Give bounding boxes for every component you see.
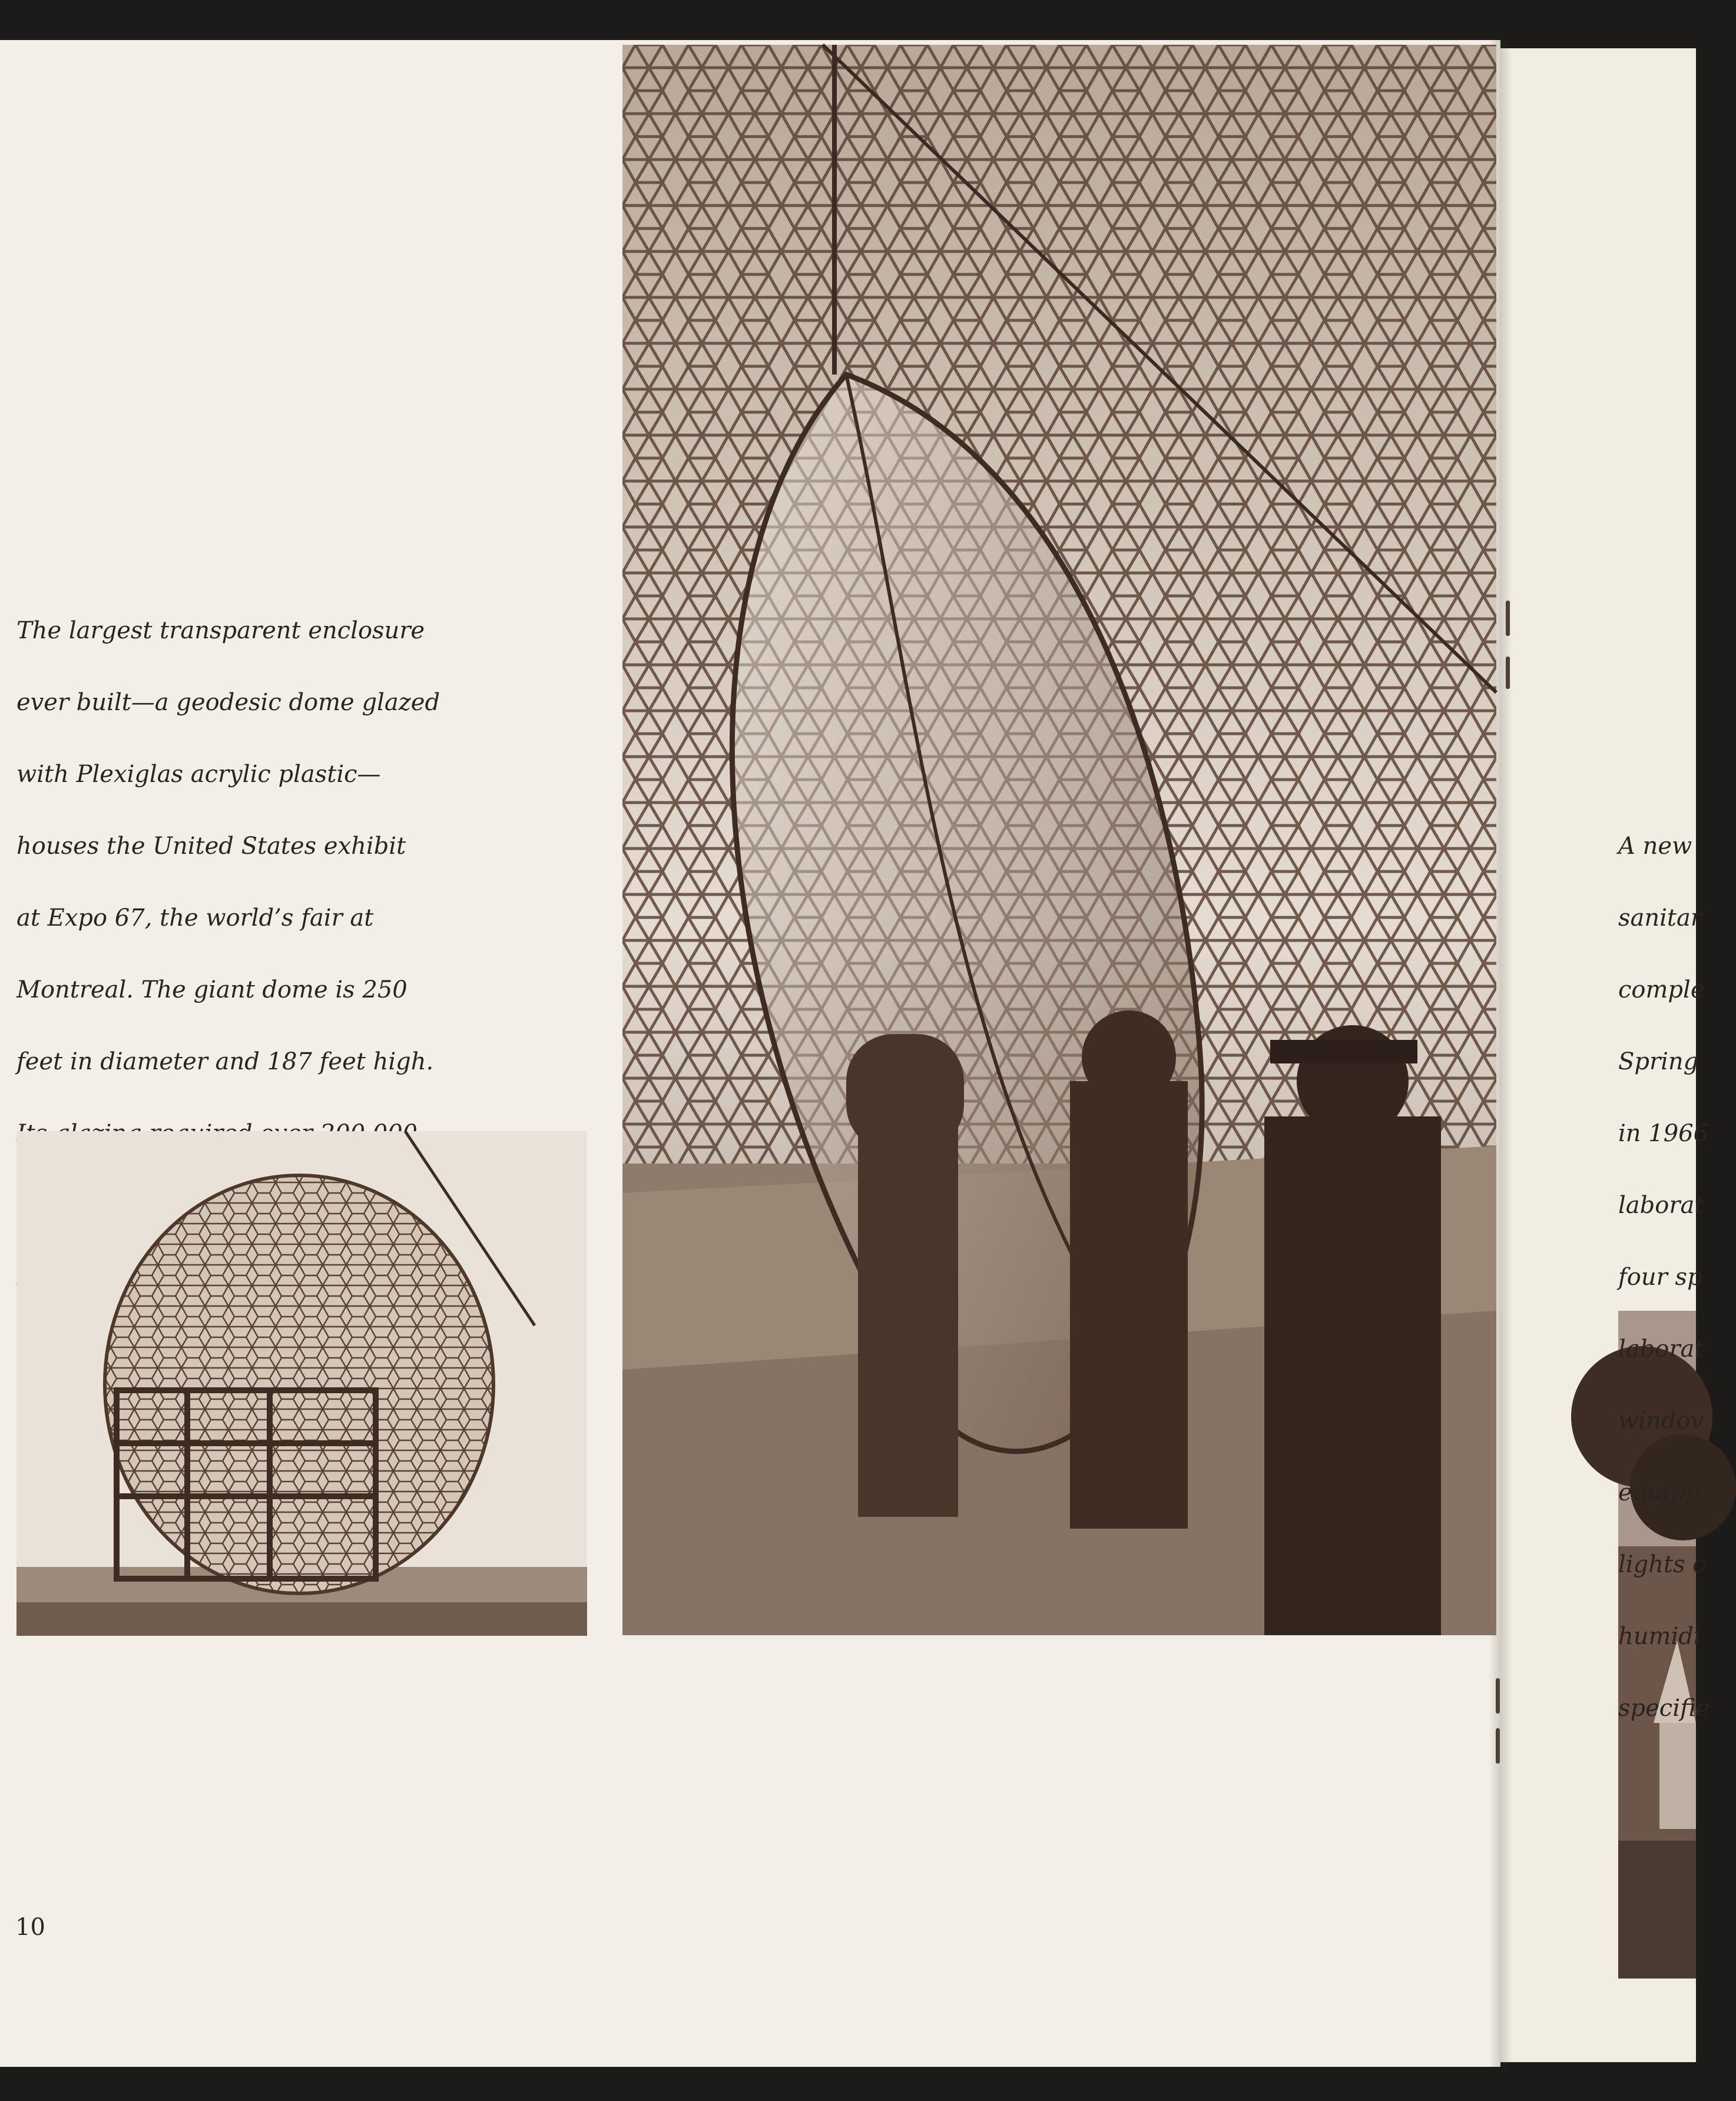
staple-bottom-lower — [1496, 1728, 1500, 1764]
caption-line: laborat — [1618, 1336, 1704, 1363]
caption-line: ever built—a geodesic dome glazed — [16, 689, 440, 716]
right-caption — [1618, 793, 1736, 1762]
caption-line: equipp — [1618, 1479, 1701, 1506]
caption-line: The largest transparent enclosure — [16, 617, 425, 644]
caption-line: humidi — [1618, 1623, 1701, 1650]
caption-line: specifie — [1618, 1695, 1710, 1722]
caption-line: A new — [1618, 833, 1692, 860]
caption-line: windov — [1618, 1407, 1704, 1434]
caption-line: feet in diameter and 187 feet high. — [16, 1048, 434, 1075]
caption-line: lights c — [1618, 1551, 1706, 1578]
caption-line: Spring — [1618, 1048, 1699, 1075]
caption-line: in 1966 — [1618, 1120, 1709, 1147]
dome-panel-hoist-photo — [622, 45, 1496, 1635]
page-number: 10 — [15, 1914, 45, 1941]
caption-line: sanitar — [1618, 904, 1702, 932]
caption-line: at Expo 67, the world’s fair at — [16, 904, 374, 932]
caption-line: houses the United States exhibit — [16, 833, 406, 860]
staple-top — [1506, 601, 1510, 636]
caption-line: with Plexiglas acrylic plastic— — [16, 761, 381, 788]
caption-line: four sp — [1618, 1264, 1702, 1291]
staple-bottom — [1496, 1678, 1500, 1714]
caption-line: comple — [1618, 976, 1705, 1003]
caption-line: laborat — [1618, 1192, 1704, 1219]
geodesic-dome-photo — [16, 1131, 587, 1636]
staple-top-lower — [1506, 657, 1510, 689]
caption-line: Montreal. The giant dome is 250 — [16, 976, 408, 1003]
